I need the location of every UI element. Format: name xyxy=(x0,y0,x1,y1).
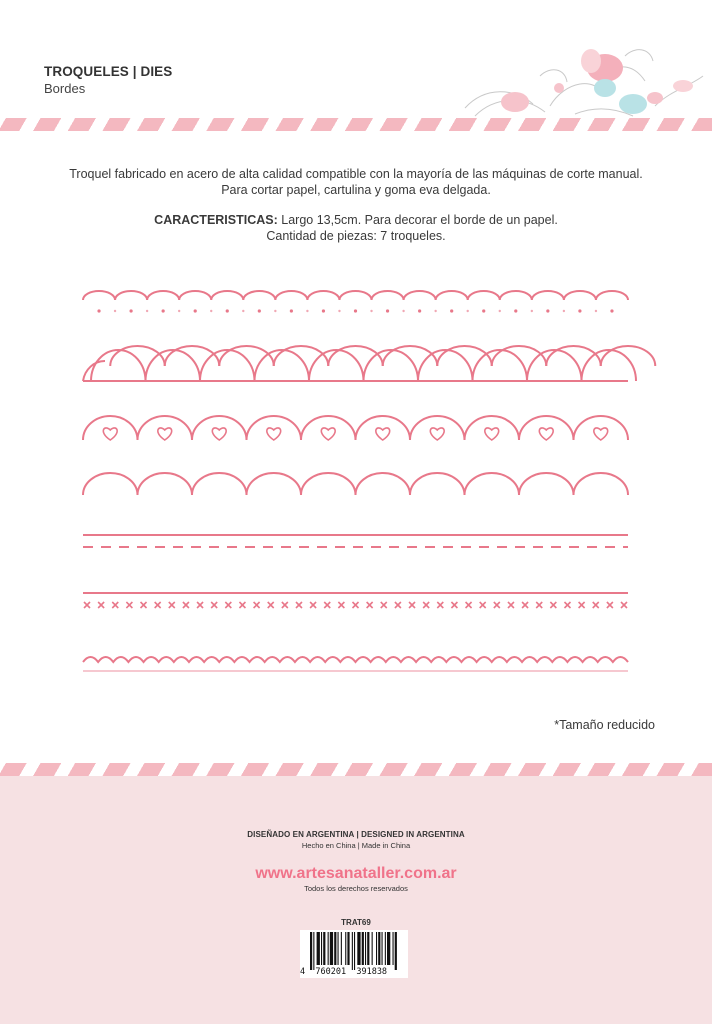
barcode xyxy=(300,930,408,978)
border-zigzag xyxy=(83,657,628,671)
barcode-left-digits: 760201 xyxy=(315,967,347,977)
barcode-digits xyxy=(300,967,408,977)
header-subtitle: Bordes xyxy=(44,81,86,96)
barcode-right-digits: 391838 xyxy=(356,967,388,977)
footer-panel xyxy=(0,776,712,1024)
bottom-stripe-band xyxy=(0,763,712,776)
barcode-bars-icon xyxy=(300,930,408,970)
product-code: TRAT69 xyxy=(341,918,371,927)
barcode-first-digit: 4 xyxy=(300,967,306,977)
floral-decoration-icon xyxy=(455,36,710,122)
border-large-scallop xyxy=(83,473,628,495)
border-line-dashes xyxy=(83,535,628,547)
features-line xyxy=(0,212,712,228)
description-line-1: Troquel fabricado en acero de alta calidad compatible con la mayoría de las máquinas de corte manual. xyxy=(69,167,643,181)
border-dies-illustration xyxy=(0,280,712,680)
border-overlapping-arches xyxy=(83,346,655,381)
features-text: Largo 13,5cm. Para decorar el borde de un papel. xyxy=(277,213,558,227)
made-in-text: Hecho en China | Made in China xyxy=(301,841,411,850)
header-title: TROQUELES | DIES xyxy=(44,64,173,79)
features-label: CARACTERISTICAS: xyxy=(154,213,278,227)
border-line-crosses xyxy=(83,593,628,608)
top-stripe-band xyxy=(0,118,712,131)
border-scallop-hearts xyxy=(83,416,628,440)
description-line-2: Para cortar papel, cartulina y goma eva delgada. xyxy=(221,183,491,197)
reduced-size-note: *Tamaño reducido xyxy=(554,718,655,732)
rights-text: Todos los derechos reservados xyxy=(304,884,408,893)
border-scallop-dots xyxy=(83,291,628,313)
website-link[interactable]: www.artesanataller.com.ar xyxy=(255,865,457,882)
designed-in-text: DISEÑADO EN ARGENTINA | DESIGNED IN ARGENTINA xyxy=(247,830,465,839)
pieces-line: Cantidad de piezas: 7 troqueles. xyxy=(266,229,446,243)
